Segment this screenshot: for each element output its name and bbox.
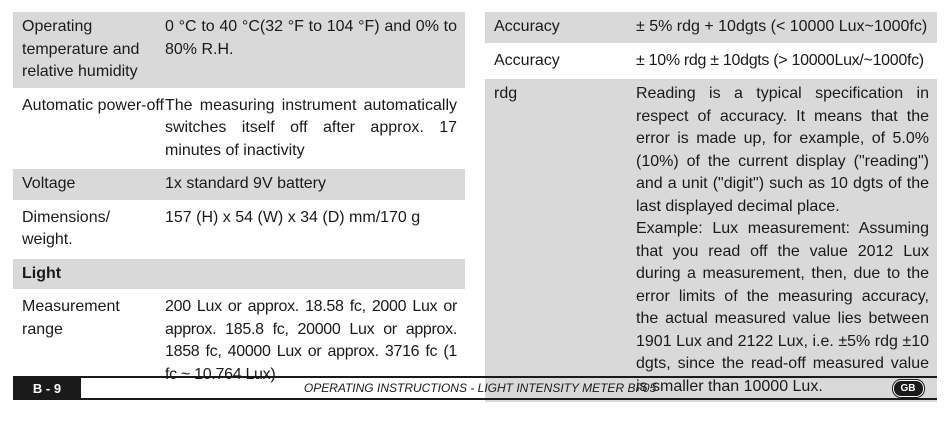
left-spec-table (13, 12, 465, 393)
spec-row-accuracy-low (485, 12, 937, 43)
spec-row-accuracy-high (485, 46, 937, 77)
spec-value: 200 Lux or approx. 18.58 fc, 2000 Lux or approx. 185.8 fc, 20000 Lux or approx. 1858 fc, 40000 Lux or approx. 3716 fc (1 fc ~ 10.764 Lux) (165, 298, 457, 383)
spec-value (165, 263, 465, 286)
spec-label: rdg (494, 85, 518, 102)
spec-value: 1x standard 9V battery (165, 175, 326, 192)
language-badge-container (879, 378, 937, 398)
spec-value: ± 5% rdg + 10dgts (< 10000 Lux~1000fc) (636, 18, 928, 35)
spec-row-rdg (485, 79, 937, 402)
spec-label: Operating temperature and relative humidity (22, 18, 140, 80)
spec-label: Voltage (22, 175, 76, 192)
spec-label: Measurement range (22, 298, 120, 338)
spec-label: Dimensions/ weight. (22, 208, 111, 248)
spec-value: 157 (H) x 54 (W) x 34 (D) mm/170 g (165, 208, 421, 226)
right-spec-table (485, 12, 937, 405)
spec-label: Accuracy (494, 51, 560, 69)
page-number: B - 9 (13, 378, 81, 398)
spec-label: Automatic power-off (22, 96, 164, 114)
spec-row-operating-temperature (13, 12, 465, 88)
spec-value: 0 °C to 40 °C(32 °F to 104 °F) and 0% to 80% R.H. (165, 18, 457, 58)
language-badge: GB (893, 380, 924, 397)
rdg-example: Example: Lux measurement: Assuming that you read off the value 2012 Lux during a measurement, then, due to the error limits of the measuring accuracy, the actual measured value lies between 1901 Lux and 2122 Lux, i.e. ±5% rdg ±10 dgts, since the read-off measured value is smaller than 10000 Lux. (636, 220, 929, 395)
spec-section-light (13, 259, 465, 290)
rdg-definition: Reading is a typical specification in respect of accuracy. It means that the error is made up, for example, of 5.0% (10%) of the current display ("reading") and a unit ("digit") such as 10 dgts of the last displayed decimal place. (636, 85, 929, 215)
spec-row-dimensions (13, 203, 465, 256)
spec-row-auto-power-off (13, 91, 465, 167)
spec-row-voltage (13, 169, 465, 200)
section-heading: Light (22, 264, 62, 282)
spec-value-block (636, 83, 937, 398)
spec-value: The measuring instrument automatically switches itself off after approx. 17 minutes of inactivity (165, 96, 457, 159)
footer-title: OPERATING INSTRUCTIONS - LIGHT INTENSITY METER BF05 (303, 381, 657, 395)
page-footer (13, 376, 937, 400)
spec-label: Accuracy (494, 18, 560, 35)
spec-value: ± 10% rdg ± 10dgts (> 10000Lux/~1000fc) (636, 51, 924, 69)
